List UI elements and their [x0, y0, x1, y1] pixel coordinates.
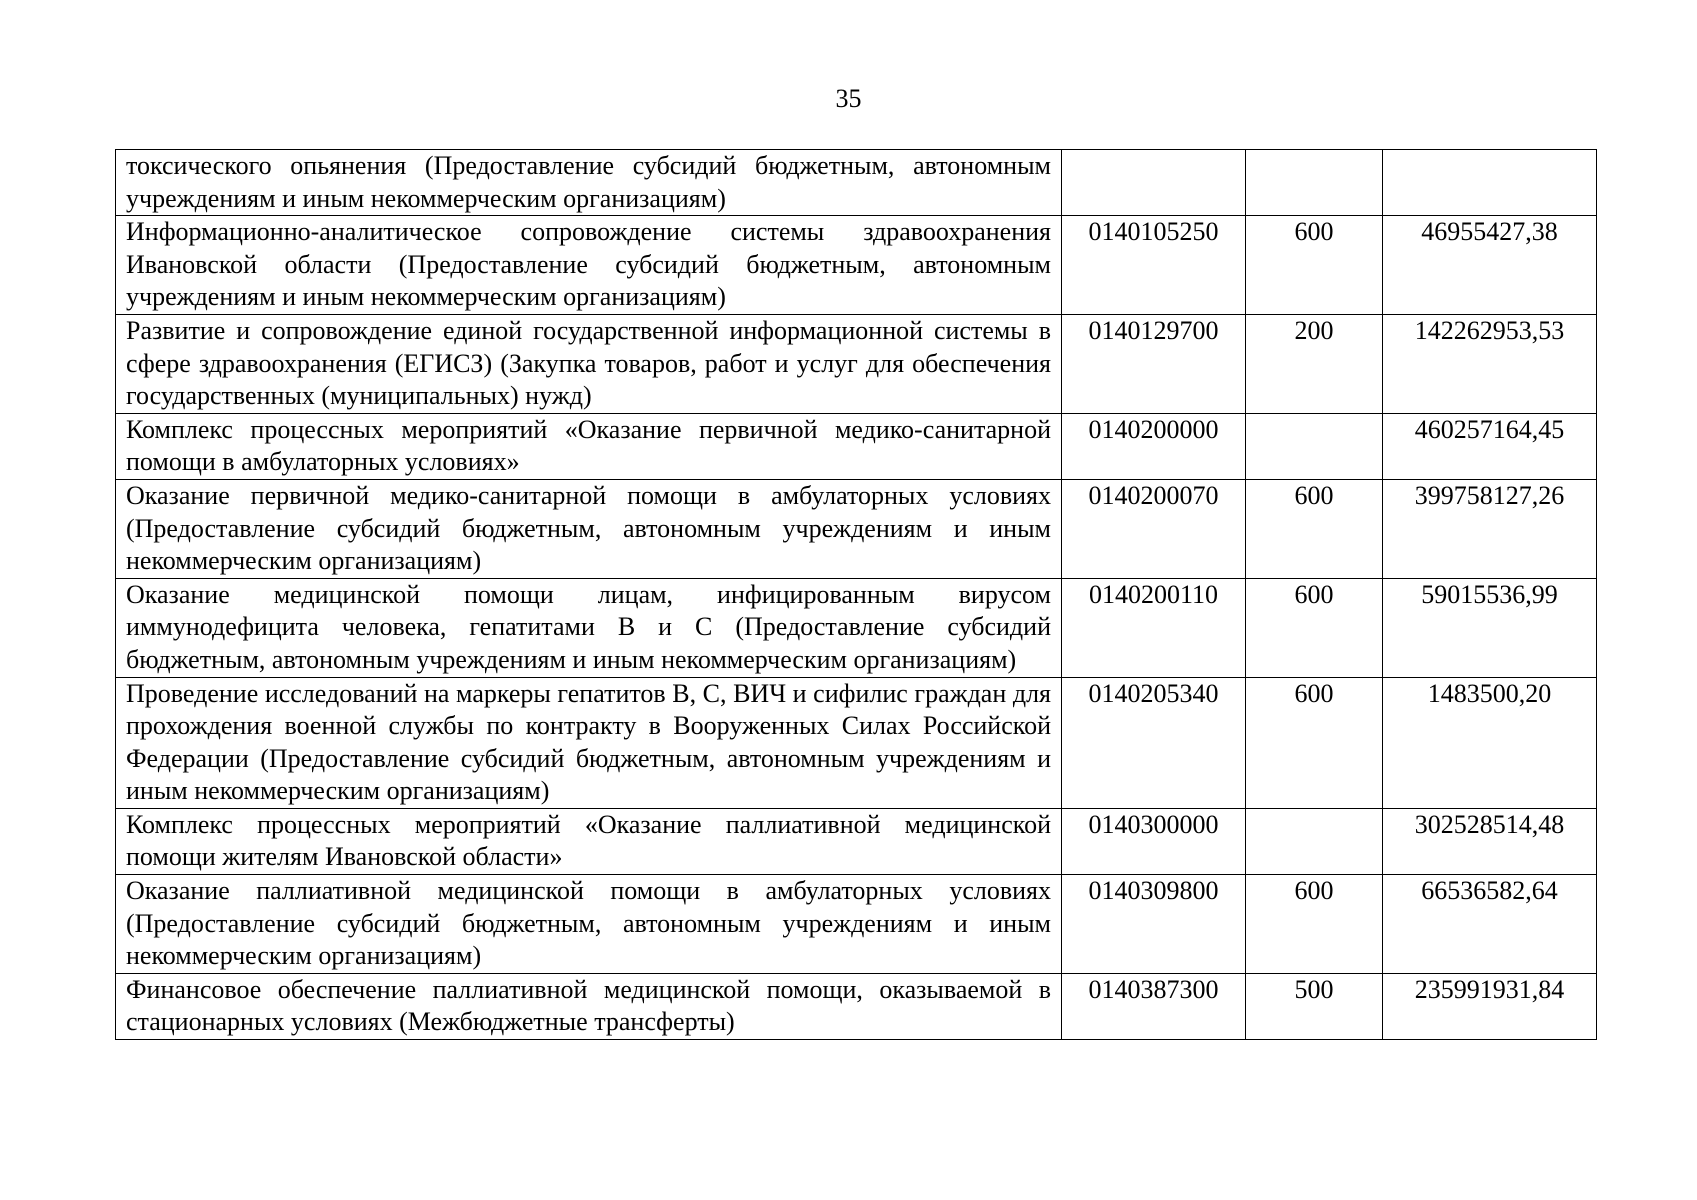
- row-expense-type: 600: [1246, 677, 1383, 808]
- table-row: [116, 150, 1597, 216]
- row-name: Комплекс процессных мероприятий «Оказание первичной медико-санитарной помощи в амбулаторных условиях»: [116, 413, 1062, 479]
- page-number: 35: [835, 84, 862, 113]
- row-target-code: 0140205340: [1062, 677, 1246, 808]
- row-amount: 460257164,45: [1383, 413, 1597, 479]
- table-row: [116, 216, 1597, 315]
- row-amount: 142262953,53: [1383, 314, 1597, 413]
- row-expense-type: 500: [1246, 973, 1383, 1039]
- row-amount: 302528514,48: [1383, 808, 1597, 874]
- row-amount: 1483500,20: [1383, 677, 1597, 808]
- row-name: Развитие и сопровождение единой государственной информационной системы в сфере здравоохранения (ЕГИСЗ) (Закупка товаров, работ и услуг для обеспечения государственных (муниципальных) нужд): [116, 314, 1062, 413]
- row-name: Оказание медицинской помощи лицам, инфицированным вирусом иммунодефицита человека, гепатитами B и C (Предоставление субсидий бюджетным, автономным учреждениям и иным некоммерческим организациям): [116, 578, 1062, 677]
- row-name: Информационно-аналитическое сопровождение системы здравоохранения Ивановской области (Предоставление субсидий бюджетным, автономным учреждениям и иным некоммерческим организациям): [116, 216, 1062, 315]
- row-amount: 46955427,38: [1383, 216, 1597, 315]
- table-row: [116, 479, 1597, 578]
- table-row: [116, 808, 1597, 874]
- row-name: Финансовое обеспечение паллиативной медицинской помощи, оказываемой в стационарных условиях (Межбюджетные трансферты): [116, 973, 1062, 1039]
- table-row: [116, 413, 1597, 479]
- row-amount: 399758127,26: [1383, 479, 1597, 578]
- row-name: Комплекс процессных мероприятий «Оказание паллиативной медицинской помощи жителям Ивановской области»: [116, 808, 1062, 874]
- row-name: Оказание первичной медико-санитарной помощи в амбулаторных условиях (Предоставление субсидий бюджетным, автономным учреждениям и иным некоммерческим организациям): [116, 479, 1062, 578]
- row-name: токсического опьянения (Предоставление субсидий бюджетным, автономным учреждениям и иным некоммерческим организациям): [116, 150, 1062, 216]
- row-amount: 59015536,99: [1383, 578, 1597, 677]
- row-expense-type: [1246, 413, 1383, 479]
- row-target-code: 0140200110: [1062, 578, 1246, 677]
- row-target-code: [1062, 150, 1246, 216]
- row-target-code: 0140105250: [1062, 216, 1246, 315]
- row-expense-type: 600: [1246, 875, 1383, 974]
- table-row: [116, 314, 1597, 413]
- row-amount: [1383, 150, 1597, 216]
- row-amount: 235991931,84: [1383, 973, 1597, 1039]
- row-name: Проведение исследований на маркеры гепатитов B, C, ВИЧ и сифилис граждан для прохождения военной службы по контракту в Вооруженных Силах Российской Федерации (Предоставление субсидий бюджетным, автономным учреждениям и иным некоммерческим организациям): [116, 677, 1062, 808]
- row-target-code: 0140200070: [1062, 479, 1246, 578]
- row-expense-type: [1246, 808, 1383, 874]
- row-expense-type: 600: [1246, 578, 1383, 677]
- row-target-code: 0140200000: [1062, 413, 1246, 479]
- table-row: [116, 677, 1597, 808]
- row-expense-type: 600: [1246, 479, 1383, 578]
- row-name: Оказание паллиативной медицинской помощи в амбулаторных условиях (Предоставление субсидий бюджетным, автономным учреждениям и иным некоммерческим организациям): [116, 875, 1062, 974]
- row-expense-type: 200: [1246, 314, 1383, 413]
- row-target-code: 0140300000: [1062, 808, 1246, 874]
- row-target-code: 0140387300: [1062, 973, 1246, 1039]
- row-amount: 66536582,64: [1383, 875, 1597, 974]
- table-row: [116, 973, 1597, 1039]
- row-target-code: 0140129700: [1062, 314, 1246, 413]
- row-expense-type: 600: [1246, 216, 1383, 315]
- row-target-code: 0140309800: [1062, 875, 1246, 974]
- table-row: [116, 875, 1597, 974]
- row-expense-type: [1246, 150, 1383, 216]
- table-row: [116, 578, 1597, 677]
- budget-table: [115, 149, 1597, 1040]
